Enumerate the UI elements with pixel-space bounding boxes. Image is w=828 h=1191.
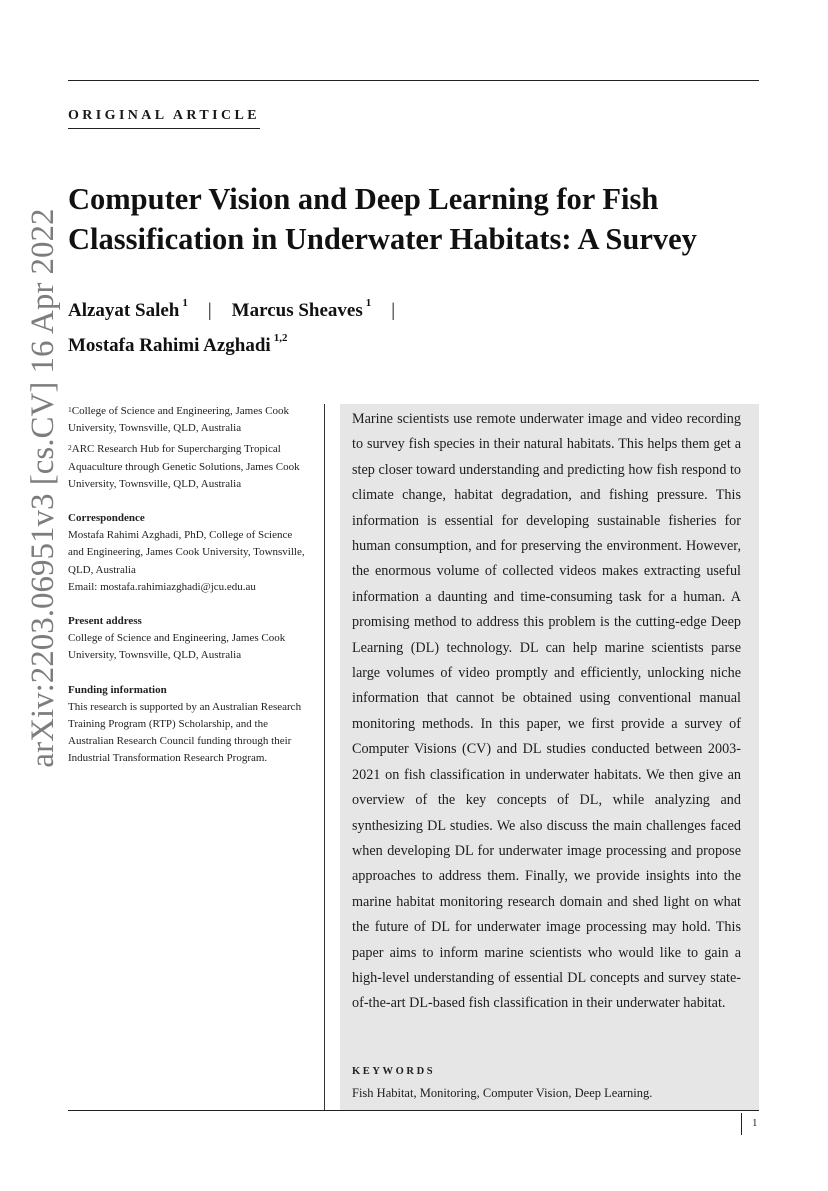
correspondence-text: Mostafa Rahimi Azghadi, PhD, College of Science and Engineering, James Cook University, Townsville, QLD, Australia [68, 529, 305, 576]
affiliation-text: College of Science and Engineering, James Cook University, Townsville, QLD, Australia [68, 405, 289, 435]
page-number: 1 [752, 1117, 758, 1129]
present-address-section [68, 613, 308, 665]
author-affiliation-mark: 1 [365, 297, 372, 309]
paper-title: Computer Vision and Deep Learning for Fish Classification in Underwater Habitats: A Survey [68, 182, 697, 256]
article-type-label: ORIGINAL ARTICLE [68, 108, 260, 129]
affiliation-mark: 1 [68, 405, 72, 414]
present-address-heading: Present address [68, 615, 142, 628]
bottom-rule [68, 1110, 759, 1111]
keywords-heading: KEYWORDS [352, 1066, 436, 1077]
affiliation-text: ARC Research Hub for Supercharging Tropical Aquaculture through Genetic Solutions, James Cook University, Townsville, QLD, Australia [68, 443, 300, 490]
funding-heading: Funding information [68, 683, 167, 696]
authors-line-2 [68, 332, 288, 357]
correspondence-heading: Correspondence [68, 512, 145, 525]
abstract-text: Marine scientists use remote underwater image and video recording to survey fish species in their natural habitats. This helps them get a step closer toward understanding and predicting how fish respond to climate change, habitat degradation, and fishing pressure. This information is essential for developing sustainable fisheries for human consumption, and for preserving the environment. However, the enormous volume of collected videos makes extracting useful information a daunting and time-consuming task for a human. A promising method to address this problem is the cutting-edge Deep Learning (DL) technology. DL can help marine scientists parse large volumes of video promptly and efficiently, unlocking niche information that cannot be obtained using conventional manual monitoring methods. In this paper, we first provide a survey of Computer Visions (CV) and DL studies conducted between 2003-2021 on fish classification in underwater habitats. We then give an overview of the key concepts of DL, while analyzing and synthesizing DL studies. We also discuss the main challenges faced when developing DL for underwater image processing and propose approaches to address them. Finally, we provide insights into the marine habitat monitoring research domain and shed light on what the future of DL for underwater image processing may hold. This paper aims to inform marine scientists who would like to gain a high-level understanding of essential DL concepts and survey state-of-the-art DL-based fish classification in their underwater habitat. [352, 411, 741, 1012]
affiliation-1 [68, 403, 308, 437]
abstract-panel [340, 404, 759, 1110]
affiliation-mark: 2 [68, 443, 72, 453]
authors-line-1 [68, 297, 415, 322]
funding-text: This research is supported by an Australian Research Training Program (RTP) Scholarship, and the Australian Research Council funding through their Industrial Transformation Research Program. [68, 700, 302, 765]
correspondence-email: Email: mostafa.rahimiazghadi@jcu.edu.au [68, 580, 256, 593]
author-separator: | [207, 300, 212, 321]
present-address-text: College of Science and Engineering, James Cook University, Townsville, QLD, Australia [68, 632, 286, 662]
front-matter-sidebar [68, 403, 308, 779]
keywords-list: Fish Habitat, Monitoring, Computer Vision, Deep Learning. [352, 1086, 653, 1100]
author-name: Mostafa Rahimi Azghadi [68, 335, 271, 356]
author-affiliation-mark: 1 [182, 297, 188, 309]
arxiv-identifier-stamp: arXiv:2203.06951v3 [cs.CV] 16 Apr 2022 [25, 208, 61, 768]
top-rule [68, 80, 759, 81]
column-divider [324, 404, 325, 1110]
author-separator: | [391, 300, 396, 321]
page-number-rule [741, 1113, 742, 1135]
correspondence-section [68, 510, 308, 596]
author-name: Alzayat Saleh [68, 300, 180, 321]
author-affiliation-mark: 1,2 [273, 332, 288, 344]
funding-section [68, 682, 308, 768]
affiliation-2 [68, 441, 308, 493]
author-name: Marcus Sheaves [231, 300, 363, 321]
